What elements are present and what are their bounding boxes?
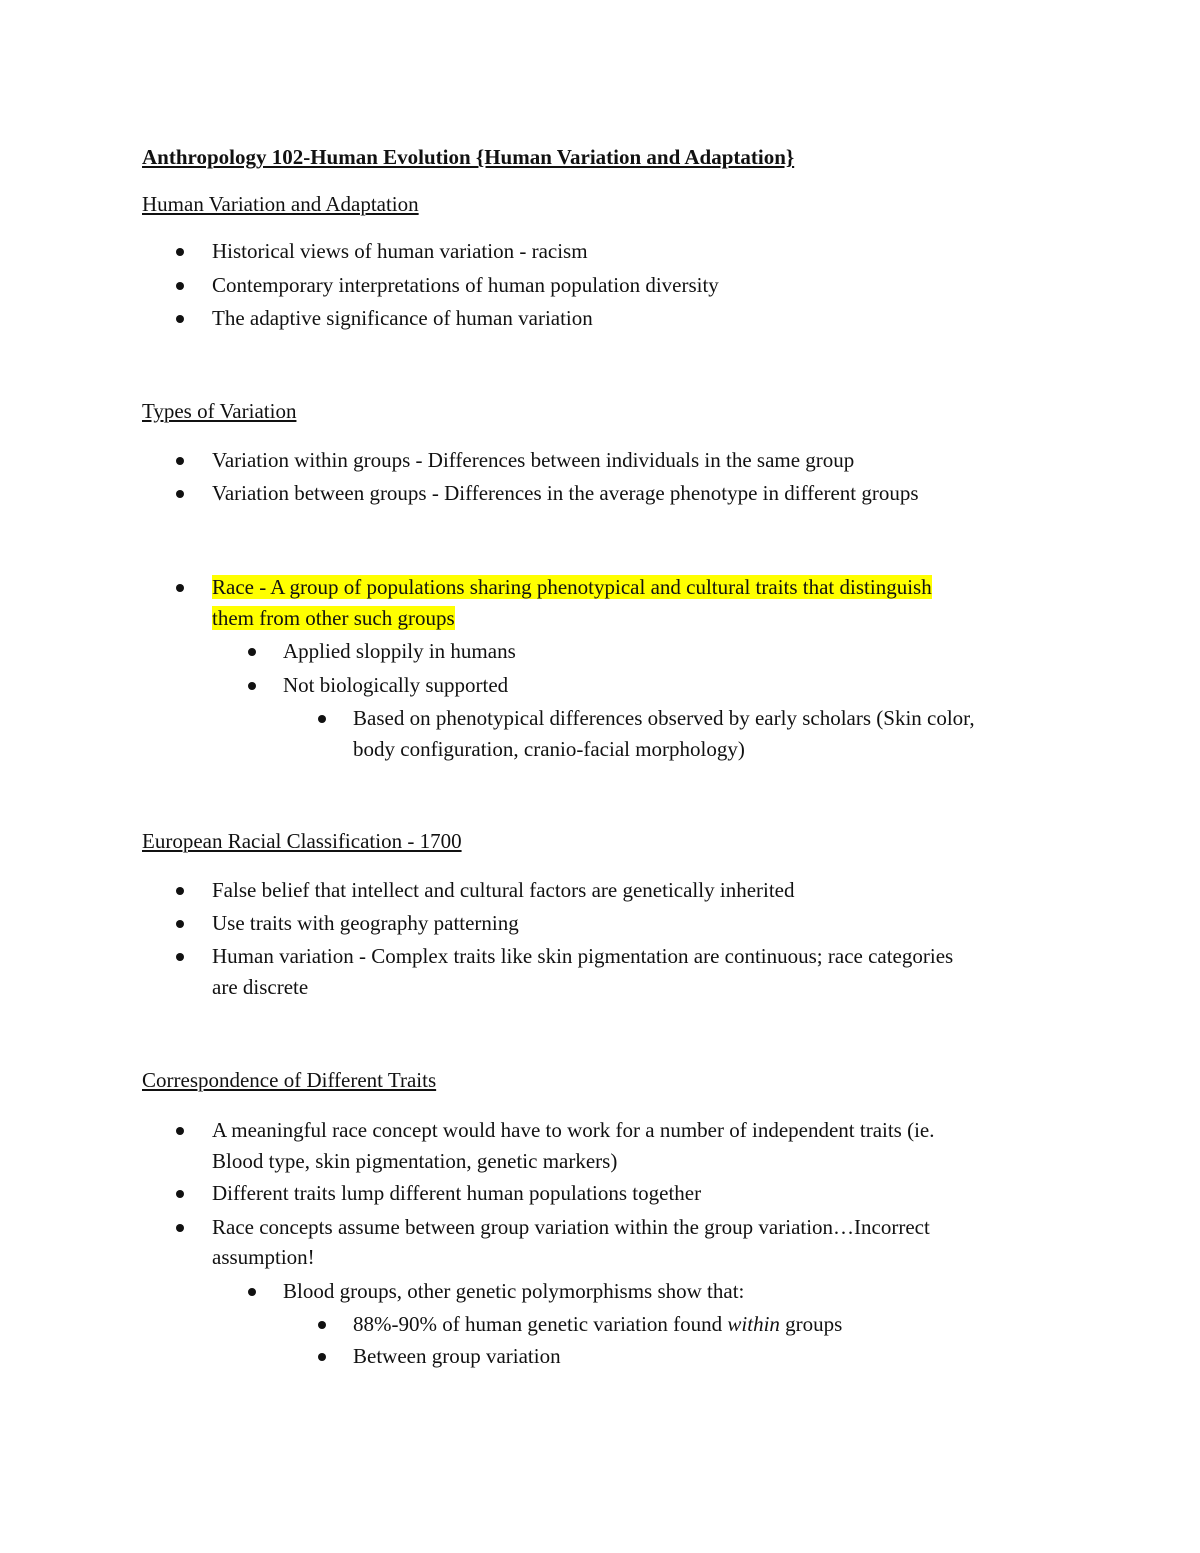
emphasis-text: within (727, 1312, 780, 1336)
list-item-highlighted (212, 574, 932, 600)
list-item: Human variation - Complex traits like skin pigmentation are continuous; race categories (212, 944, 954, 968)
document-title: Anthropology 102-Human Evolution {Human Variation and Adaptation} (142, 145, 795, 169)
bullet-icon (176, 282, 184, 290)
list-item-highlighted-continued (212, 605, 455, 631)
list-item: Variation between groups - Differences in the average phenotype in different groups (212, 481, 919, 505)
list-item-continued: body configuration, cranio-facial morphology) (353, 737, 745, 761)
bullet-icon (176, 920, 184, 928)
bullet-icon (176, 248, 184, 256)
list-item: Based on phenotypical differences observed by early scholars (Skin color, (353, 706, 975, 730)
section-heading: Human Variation and Adaptation (142, 192, 419, 216)
list-item: Use traits with geography patterning (212, 911, 519, 935)
list-item: Not biologically supported (283, 673, 509, 697)
list-item-continued: Blood type, skin pigmentation, genetic markers) (212, 1149, 618, 1173)
section-heading: European Racial Classification - 1700 (142, 829, 462, 853)
list-item: Race concepts assume between group variation within the group variation…Incorrect (212, 1215, 930, 1239)
list-item: Variation within groups - Differences between individuals in the same group (212, 448, 855, 472)
list-item: Blood groups, other genetic polymorphisms show that: (283, 1279, 745, 1303)
bullet-icon (248, 1288, 256, 1296)
bullet-icon (176, 1127, 184, 1135)
list-item: The adaptive significance of human variation (212, 306, 593, 330)
list-item-text: 88%-90% of human genetic variation found (353, 1312, 728, 1336)
bullet-icon (176, 953, 184, 961)
bullet-icon (318, 1353, 326, 1361)
list-item: Between group variation (353, 1344, 561, 1368)
list-item: Different traits lump different human populations together (212, 1181, 702, 1205)
section-heading: Correspondence of Different Traits (142, 1068, 437, 1092)
bullet-icon (176, 315, 184, 323)
bullet-icon (176, 457, 184, 465)
highlighted-text: Race - A group of populations sharing phenotypical and cultural traits that distinguish (212, 575, 932, 599)
list-item-continued: are discrete (212, 975, 309, 999)
bullet-icon (318, 715, 326, 723)
section-heading: Types of Variation (142, 399, 297, 423)
bullet-icon (176, 584, 184, 592)
list-item: Historical views of human variation - racism (212, 239, 588, 263)
list-item: Contemporary interpretations of human population diversity (212, 273, 719, 297)
list-item: A meaningful race concept would have to work for a number of independent traits (ie. (212, 1118, 935, 1142)
list-item (353, 1311, 842, 1337)
bullet-icon (248, 648, 256, 656)
list-item-text: groups (779, 1312, 843, 1336)
bullet-icon (248, 682, 256, 690)
highlighted-text: them from other such groups (212, 606, 455, 630)
bullet-icon (318, 1321, 326, 1329)
list-item-continued: assumption! (212, 1245, 315, 1269)
list-item: Applied sloppily in humans (283, 639, 516, 663)
bullet-icon (176, 887, 184, 895)
list-item: False belief that intellect and cultural factors are genetically inherited (212, 878, 795, 902)
bullet-icon (176, 490, 184, 498)
bullet-icon (176, 1224, 184, 1232)
bullet-icon (176, 1190, 184, 1198)
